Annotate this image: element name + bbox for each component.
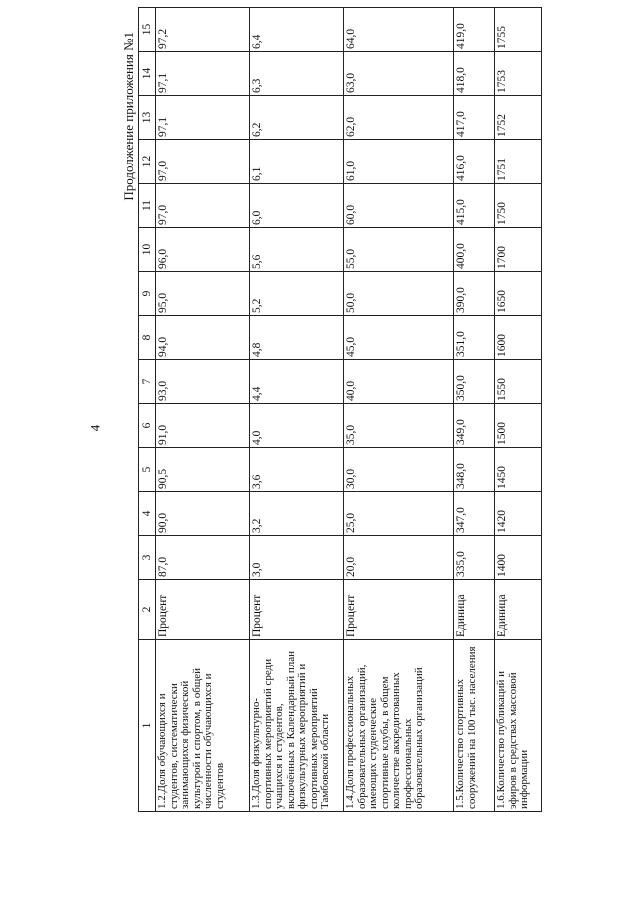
indicator-value: 97,0 [156,140,250,184]
unit-of-measure: Единица [454,580,495,640]
indicator-value: 96,0 [156,228,250,272]
indicator-value: 1751 [495,140,542,184]
page-number: 4 [87,424,103,432]
indicator-name: 1.4.Доля профессиональных образовательных организаций, имеющих студенческие спортивные клубы, в общем количестве аккредитованных профессиональных образовательных организаций [344,640,454,812]
unit-of-measure: Единица [495,580,542,640]
column-number: 4 [139,492,156,536]
indicator-value: 6,4 [250,8,344,52]
column-number: 11 [139,184,156,228]
indicator-value: 50,0 [344,272,454,316]
indicator-value: 349,0 [454,404,495,448]
indicator-value: 1753 [495,52,542,96]
unit-of-measure: Процент [250,580,344,640]
indicator-value: 350,0 [454,360,495,404]
indicator-value: 63,0 [344,52,454,96]
indicator-value: 90,0 [156,492,250,536]
indicator-value: 62,0 [344,96,454,140]
indicator-value: 6,3 [250,52,344,96]
indicator-value: 1600 [495,316,542,360]
indicator-value: 61,0 [344,140,454,184]
column-number: 3 [139,536,156,580]
appendix-caption: Продолжение приложения №1 [121,32,136,201]
rotated-table-block [120,23,542,812]
indicator-value: 5,2 [250,272,344,316]
table-row [495,8,542,812]
column-number: 15 [139,8,156,52]
indicator-value: 418,0 [454,52,495,96]
indicator-value: 390,0 [454,272,495,316]
table-row [156,8,250,812]
indicator-value: 1400 [495,536,542,580]
unit-of-measure: Процент [344,580,454,640]
indicator-value: 97,0 [156,184,250,228]
indicator-value: 6,0 [250,184,344,228]
column-number: 12 [139,140,156,184]
indicator-value: 347,0 [454,492,495,536]
column-number: 6 [139,404,156,448]
indicator-value: 3,6 [250,448,344,492]
indicator-value: 6,1 [250,140,344,184]
indicator-value: 87,0 [156,536,250,580]
indicator-value: 64,0 [344,8,454,52]
indicator-name: 1.6.Количество публикаций и эфиров в средствах массовой информации [495,640,542,812]
indicator-value: 5,6 [250,228,344,272]
indicator-value: 95,0 [156,272,250,316]
indicator-name: 1.2.Доля обучающихся и студентов, систематически занимающихся физической культурой и спортом, в общей численности обучающихся и студентов [156,640,250,812]
indicator-value: 1700 [495,228,542,272]
indicator-value: 90,5 [156,448,250,492]
indicator-value: 93,0 [156,360,250,404]
column-number: 2 [139,580,156,640]
indicator-value: 40,0 [344,360,454,404]
indicator-value: 97,1 [156,52,250,96]
column-number-row [139,8,156,812]
indicator-value: 419,0 [454,8,495,52]
indicator-value: 45,0 [344,316,454,360]
indicator-value: 3,0 [250,536,344,580]
indicator-value: 1755 [495,8,542,52]
indicator-value: 20,0 [344,536,454,580]
column-number: 7 [139,360,156,404]
indicator-value: 30,0 [344,448,454,492]
indicator-value: 1420 [495,492,542,536]
indicator-value: 4,0 [250,404,344,448]
table-row [344,8,454,812]
indicator-value: 348,0 [454,448,495,492]
indicator-value: 1750 [495,184,542,228]
indicators-table [138,7,542,812]
indicator-value: 1500 [495,404,542,448]
column-number: 5 [139,448,156,492]
indicator-name: 1.5.Количество спортивных сооружений на 100 тыс. населения [454,640,495,812]
indicator-value: 94,0 [156,316,250,360]
indicator-value: 25,0 [344,492,454,536]
column-number: 14 [139,52,156,96]
indicator-value: 1450 [495,448,542,492]
table-row [454,8,495,812]
indicator-value: 1650 [495,272,542,316]
table-row [250,8,344,812]
indicator-value: 351,0 [454,316,495,360]
column-number: 13 [139,96,156,140]
indicator-value: 416,0 [454,140,495,184]
indicator-value: 97,1 [156,96,250,140]
indicator-value: 415,0 [454,184,495,228]
indicator-value: 3,2 [250,492,344,536]
column-number: 9 [139,272,156,316]
indicator-value: 335,0 [454,536,495,580]
indicator-value: 60,0 [344,184,454,228]
indicator-value: 97,2 [156,8,250,52]
indicator-value: 4,8 [250,316,344,360]
indicator-value: 35,0 [344,404,454,448]
indicator-value: 4,4 [250,360,344,404]
indicator-value: 1752 [495,96,542,140]
column-number: 8 [139,316,156,360]
indicator-name: 1.3.Доля физкультурно-спортивных мероприятий среди учащихся и студентов, включённых в Календарный план физкультурных мероприятий и спортивных мероприятий Тамбовской области [250,640,344,812]
column-number: 10 [139,228,156,272]
indicator-value: 55,0 [344,228,454,272]
indicator-value: 400,0 [454,228,495,272]
indicator-value: 91,0 [156,404,250,448]
indicator-value: 1550 [495,360,542,404]
unit-of-measure: Процент [156,580,250,640]
column-number: 1 [139,640,156,812]
indicator-value: 417,0 [454,96,495,140]
indicator-value: 6,2 [250,96,344,140]
